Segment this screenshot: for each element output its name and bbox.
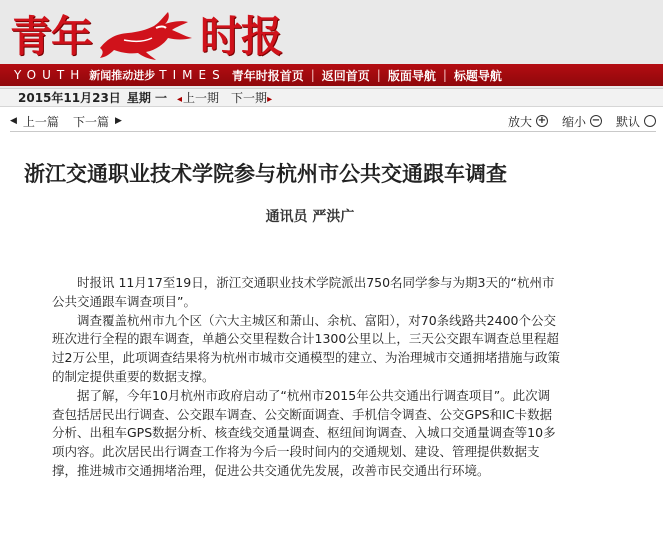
article-paragraph: 时报讯 11月17至19日，浙江交通职业技术学院派出750名同学参与为期3天的“杭州市公共交通跟车调查项目”。 xyxy=(52,275,555,309)
logo-text-left: 青年 xyxy=(10,12,93,61)
bull-logo-icon xyxy=(94,8,198,60)
nav-home-link[interactable]: 青年时报首页 xyxy=(231,68,304,83)
triangle-right-icon: ▶ xyxy=(114,116,122,126)
zoom-in-label[interactable]: 放大 xyxy=(507,114,532,129)
nav-separator: | xyxy=(376,68,381,82)
nav-bar xyxy=(0,64,663,86)
nav-title-nav-link[interactable]: 标题导航 xyxy=(453,68,502,83)
article-title: 浙江交通职业技术学院参与杭州市公共交通跟车调查 xyxy=(24,161,507,186)
zoom-out-label[interactable]: 缩小 xyxy=(561,114,586,129)
newspaper-logo[interactable] xyxy=(10,4,282,64)
article-body xyxy=(52,274,560,481)
prev-issue-label: 上一期 xyxy=(183,91,220,105)
tagline xyxy=(0,67,226,83)
date-bar xyxy=(0,89,663,107)
tagline-slogan: 新闻推动进步 xyxy=(89,69,156,82)
triangle-left-icon: ◀ xyxy=(10,116,17,126)
default-size-label[interactable]: 默认 xyxy=(615,114,640,129)
article-toolbar xyxy=(10,111,656,131)
article-paragraph: 调查覆盖杭州市九个区（六大主城区和萧山、余杭、富阳），对70条线路共2400个公交班次进行全程的跟车调查，单趟公交里程数合计1300公里以上，三天公交跟车调查总里程超过2万公里，此项调查结果将为杭州市城市交通模型的建立、为治理城市交通拥堵措施与政策的制定提供重要的数据支撑。 xyxy=(52,312,560,384)
nav-separator: | xyxy=(442,68,447,82)
masthead xyxy=(0,0,663,89)
nav-separator: | xyxy=(310,68,315,82)
next-issue-label: 下一期 xyxy=(231,91,268,105)
next-issue-link[interactable] xyxy=(231,89,273,106)
next-article-link[interactable]: 下一篇 xyxy=(72,114,109,129)
zoom-in-icon[interactable]: + xyxy=(537,115,547,126)
prev-issue-link[interactable] xyxy=(177,89,219,106)
divider xyxy=(10,131,656,132)
logo-text-right: 时报 xyxy=(200,12,283,61)
bullet-icon: ◂ xyxy=(177,94,183,105)
nav-back-home-link[interactable]: 返回首页 xyxy=(321,68,370,83)
prev-article-link[interactable]: 上一篇 xyxy=(22,114,59,129)
article-byline: 通讯员 严洪广 xyxy=(265,209,355,225)
top-nav xyxy=(232,67,502,84)
issue-weekday: 星期 一 xyxy=(126,91,167,105)
issue-date: 2015年11月23日 xyxy=(18,91,121,105)
tagline-times: TIMES xyxy=(159,68,226,82)
nav-page-nav-link[interactable]: 版面导航 xyxy=(387,68,436,83)
article-paragraph: 据了解，今年10月杭州市政府启动了“杭州市2015年公共交通出行调查项目”。此次调查包括居民出行调查、公交跟车调查、公交断面调查、手机信令调查、公交GPS和IC卡数据分析、出租车GPS数据分析、核查线交通量调查、枢纽间询调查、入城口交通量调查等10多项内容。此次居民出行调查工作将为今后一段时间内的交通规划、建设、管理提供数据支撑，推进城市交通拥堵治理，促进公共交通优先发展，改善市民交通出行环境。 xyxy=(52,387,556,478)
default-size-icon[interactable] xyxy=(644,115,656,127)
bullet-icon: ▸ xyxy=(267,94,273,105)
zoom-out-icon[interactable]: − xyxy=(591,115,601,126)
tagline-youth: YOUTH xyxy=(14,68,86,82)
font-size-controls xyxy=(508,113,656,130)
